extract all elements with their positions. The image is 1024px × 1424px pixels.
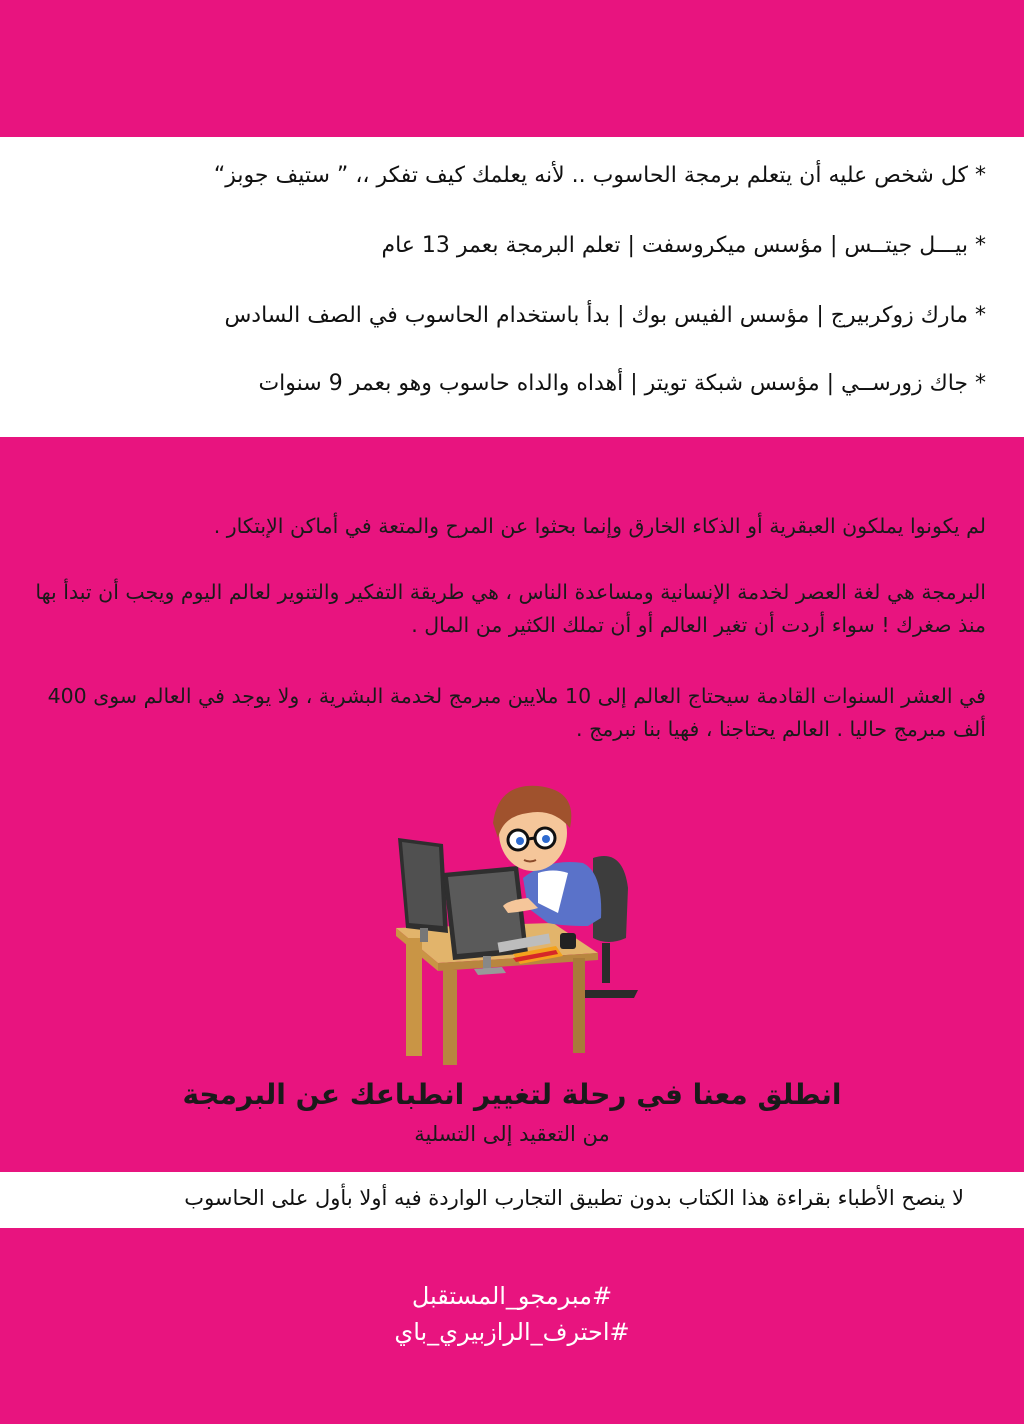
quote-steve-jobs: * كل شخص عليه أن يتعلم برمجة الحاسوب .. لأنه يعلمك كيف تفكر ،، ” ستيف جوبز“ [213, 163, 986, 188]
cta-subtitle: من التعقيد إلى التسلية [414, 1122, 610, 1146]
hashtag-raspberry-pi: #احترف_الرازبيري_باي [394, 1318, 630, 1346]
quote-bill-gates: * بيـــل جيتــس | مؤسس ميكروسفت | تعلم البرمجة بعمر 13 عام [381, 233, 986, 258]
programmer-at-computer-illustration [388, 778, 648, 1068]
quote-mark-zuckerberg: * مارك زوكربيرج | مؤسس الفيس بوك | بدأ باستخدام الحاسوب في الصف السادس [224, 303, 986, 328]
paragraph-innovation: لم يكونوا يملكون العبقرية أو الذكاء الخارق وإنما بحثوا عن المرح والمتعة في أماكن الإبتكار . [213, 514, 986, 538]
warning-text: لا ينصح الأطباء بقراءة هذا الكتاب بدون تطبيق التجارب الواردة فيه أولا بأول على الحاسوب [184, 1186, 964, 1210]
warning-band [0, 1172, 1024, 1228]
hashtag-future-programmers: #مبرمجو_المستقبل [411, 1282, 613, 1310]
programmer-character-icon [493, 786, 601, 926]
paragraph-programmers-needed: في العشر السنوات القادمة سيحتاج العالم إلى 10 ملايين مبرمج لخدمة البشرية ، ولا يوجد في العالم سوى 400 ألف مبرمج حاليا . العالم يحتاجنا ، فهيا بنا نبرمج . [47, 684, 986, 741]
cta-title: انطلق معنا في رحلة لتغيير انطباعك عن البرمجة [182, 1078, 842, 1111]
quotes-band [0, 137, 1024, 437]
quote-jack-dorsey: * جاك زورســي | مؤسس شبكة تويتر | أهداه والداه حاسوب وهو بعمر 9 سنوات [258, 371, 986, 396]
paragraph-programming-language: البرمجة هي لغة العصر لخدمة الإنسانية ومساعدة الناس ، هي طريقة التفكير والتنوير لعالم اليوم ويجب أن تبدأ بها منذ صغرك ! سواء أردت أن تغير العالم أو أن تملك الكثير من المال . [35, 580, 986, 637]
